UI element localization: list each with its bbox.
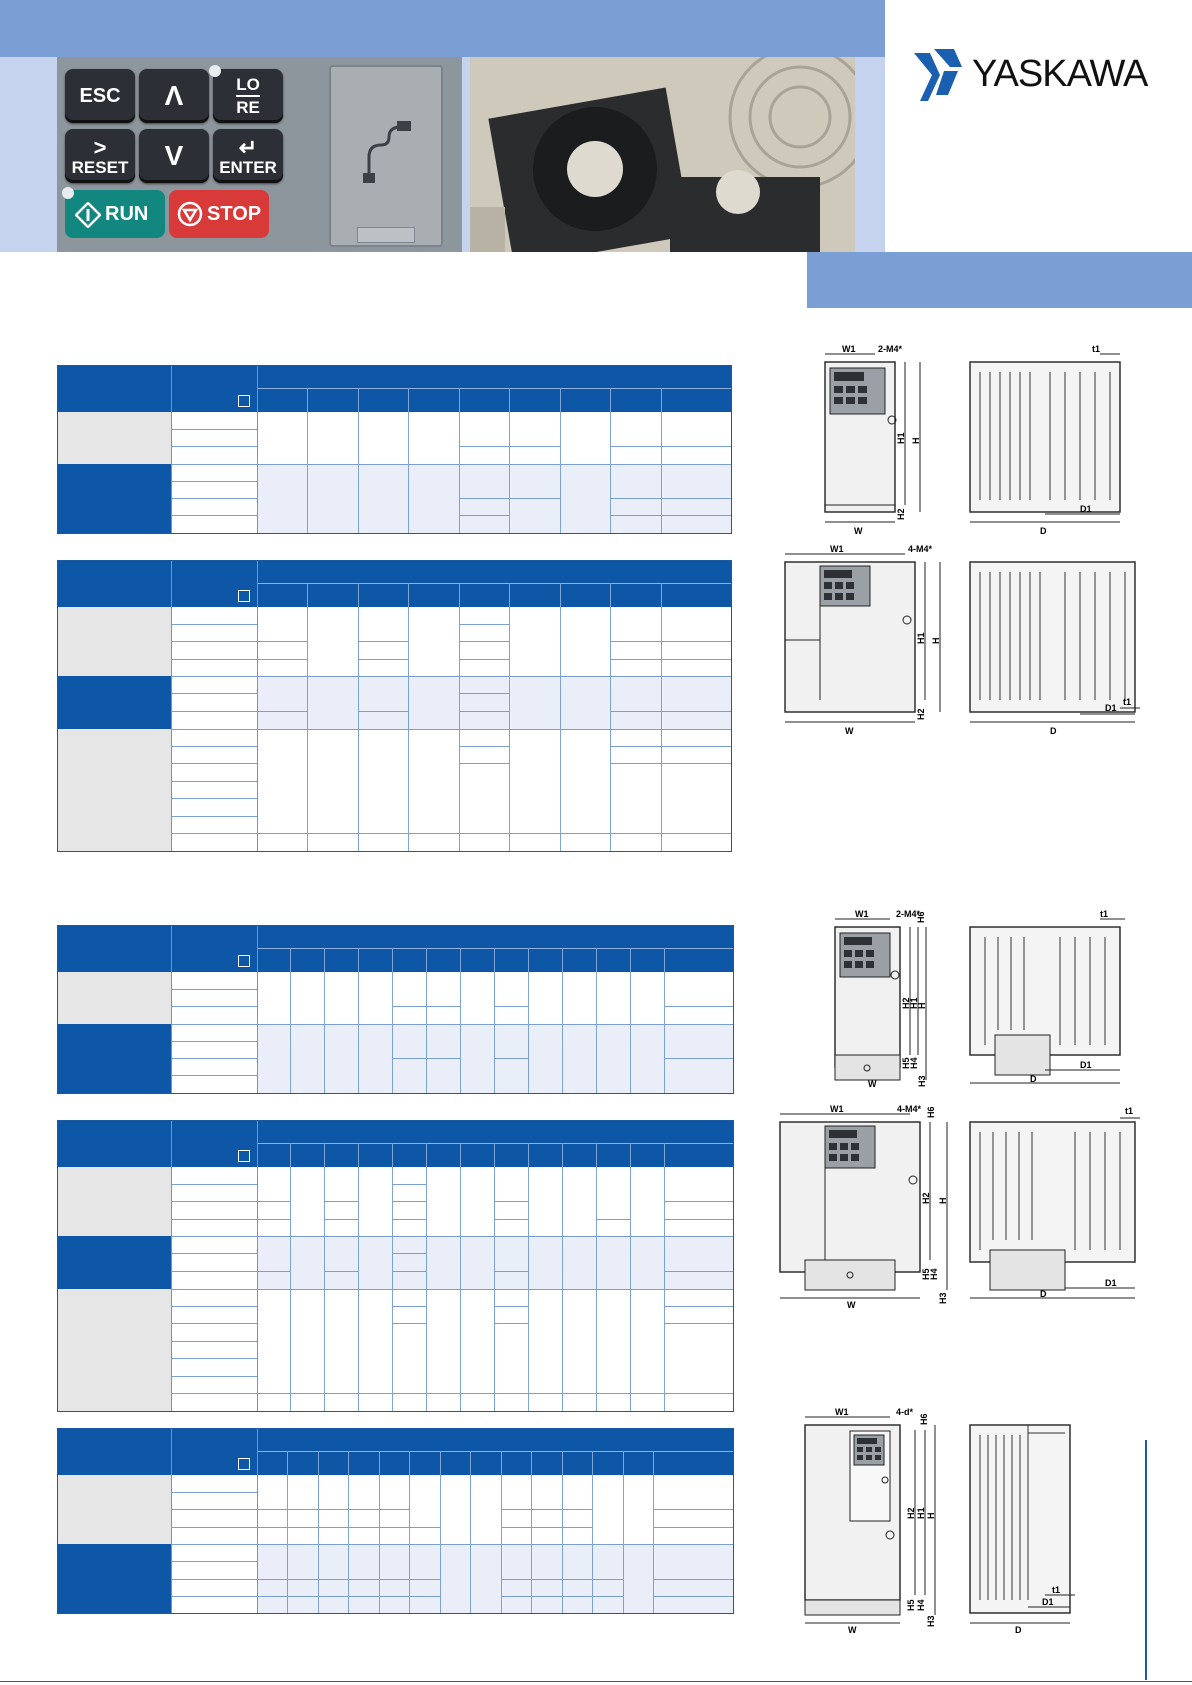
reset-key bbox=[65, 129, 135, 183]
dimension-table-4 bbox=[57, 1120, 734, 1412]
label-d1: D1 bbox=[1080, 504, 1092, 514]
table-header bbox=[58, 561, 731, 607]
label-d: D bbox=[1030, 1074, 1037, 1084]
dimension-table-2 bbox=[57, 560, 732, 852]
down-key bbox=[139, 129, 209, 183]
label-h6: H6 bbox=[916, 911, 926, 923]
re-label: RE bbox=[236, 98, 260, 117]
run-icon bbox=[75, 202, 101, 228]
group-cell bbox=[58, 676, 171, 729]
checkbox-icon bbox=[238, 1458, 250, 1470]
brand-name: YASKAWA bbox=[972, 53, 1148, 95]
label-w1: W1 bbox=[830, 1104, 844, 1114]
label-d: D bbox=[1015, 1625, 1022, 1635]
label-h2: H2 bbox=[901, 997, 911, 1009]
side-rule bbox=[1145, 1440, 1147, 1680]
label-h: H bbox=[911, 437, 921, 444]
lo-re-led bbox=[209, 65, 221, 77]
label-d: D bbox=[1050, 726, 1057, 736]
esc-key bbox=[65, 69, 135, 123]
drive-side-view bbox=[970, 362, 1120, 512]
group-cell bbox=[58, 1289, 171, 1411]
checkbox-icon bbox=[238, 590, 250, 602]
label-h4: H4 bbox=[909, 1057, 919, 1069]
label-mount: 2-M4* bbox=[878, 344, 903, 354]
reset-arrow-icon: > bbox=[93, 134, 107, 160]
table-header bbox=[58, 1121, 733, 1167]
dimension-table-5 bbox=[57, 1428, 734, 1614]
lo-label: LO bbox=[236, 76, 260, 97]
label-h2: H2 bbox=[896, 508, 906, 520]
dimension-drawing-1 bbox=[780, 340, 1180, 540]
group-cell bbox=[58, 729, 171, 851]
page-rule bbox=[0, 1681, 1192, 1682]
label-mount: 4-M4* bbox=[897, 1104, 922, 1114]
stop-icon bbox=[177, 201, 203, 227]
checkbox-icon bbox=[238, 395, 250, 407]
label-h2: H2 bbox=[916, 708, 926, 720]
label-d1: D1 bbox=[1105, 703, 1117, 713]
port-cover bbox=[329, 65, 443, 247]
stop-key bbox=[169, 190, 269, 238]
group-cell bbox=[58, 1024, 171, 1093]
port-icon bbox=[359, 117, 415, 187]
label-h6: H6 bbox=[919, 1413, 929, 1425]
group-cell bbox=[58, 1475, 171, 1544]
group-cell bbox=[58, 1544, 171, 1613]
dimension-drawing-3 bbox=[780, 905, 1180, 1090]
label-d1: D1 bbox=[1042, 1597, 1054, 1607]
fan-photo bbox=[470, 57, 855, 252]
down-key-label: V bbox=[164, 140, 184, 171]
group-cell bbox=[58, 412, 171, 464]
label-w1: W1 bbox=[830, 544, 844, 554]
group-cell bbox=[58, 1236, 171, 1289]
label-h5: H5 bbox=[901, 1057, 911, 1069]
label-t1: t1 bbox=[1052, 1585, 1061, 1595]
label-t1: t1 bbox=[1092, 344, 1101, 354]
group-cell bbox=[58, 1167, 171, 1236]
checkbox-icon bbox=[238, 955, 250, 967]
label-h: H bbox=[938, 1197, 948, 1204]
group-cell bbox=[58, 972, 171, 1024]
esc-key-label: ESC bbox=[79, 85, 121, 107]
label-w: W bbox=[854, 526, 863, 536]
dimension-table-3 bbox=[57, 925, 734, 1094]
header-band bbox=[0, 0, 885, 57]
enter-label: ENTER bbox=[219, 157, 277, 177]
cooling-fan-icon bbox=[470, 57, 855, 252]
label-h3: H3 bbox=[926, 1615, 936, 1627]
label-w1: W1 bbox=[835, 1407, 849, 1417]
label-w: W bbox=[868, 1079, 877, 1089]
up-key-label: Λ bbox=[164, 80, 184, 111]
label-d1: D1 bbox=[1080, 1060, 1092, 1070]
table-header bbox=[58, 366, 731, 412]
group-cell bbox=[58, 464, 171, 533]
dimension-table-1 bbox=[57, 365, 732, 534]
checkbox-icon bbox=[238, 1150, 250, 1162]
label-h: H bbox=[931, 637, 941, 644]
label-mount: 4-M4* bbox=[908, 544, 933, 554]
label-t1: t1 bbox=[1123, 697, 1132, 707]
label-h3: H3 bbox=[917, 1075, 927, 1087]
run-label: RUN bbox=[105, 203, 149, 225]
dimension-drawing-4 bbox=[775, 1100, 1180, 1310]
label-mount: 4-d* bbox=[896, 1407, 914, 1417]
label-h5: H5 bbox=[906, 1599, 916, 1611]
run-led bbox=[62, 187, 74, 199]
label-d1: D1 bbox=[1105, 1278, 1117, 1288]
label-h3: H3 bbox=[938, 1292, 948, 1304]
run-key bbox=[65, 190, 165, 238]
label-h: H bbox=[926, 1512, 936, 1519]
group-cell bbox=[58, 607, 171, 676]
label-h2: H2 bbox=[906, 1507, 916, 1519]
label-w: W bbox=[848, 1625, 857, 1635]
port-cover-tab bbox=[357, 227, 415, 243]
table-header bbox=[58, 1429, 733, 1475]
enter-arrow-icon: ↵ bbox=[238, 134, 258, 160]
yaskawa-logo bbox=[910, 45, 1170, 105]
dimension-drawing-2 bbox=[775, 540, 1180, 740]
label-h4: H4 bbox=[916, 1599, 926, 1611]
label-d: D bbox=[1040, 526, 1047, 536]
section-tab bbox=[807, 252, 1192, 308]
label-h4: H4 bbox=[929, 1268, 939, 1280]
label-w1: W1 bbox=[842, 344, 856, 354]
label-w: W bbox=[845, 726, 854, 736]
stop-label: STOP bbox=[207, 203, 262, 225]
label-h1: H1 bbox=[916, 632, 926, 644]
keypad-photo bbox=[57, 57, 462, 252]
enter-key bbox=[213, 129, 283, 183]
label-h1: H1 bbox=[896, 432, 906, 444]
table-header bbox=[58, 926, 733, 972]
label-w: W bbox=[847, 1300, 856, 1310]
yaskawa-logo-icon bbox=[910, 45, 970, 105]
dimension-drawing-5 bbox=[790, 1385, 1180, 1635]
label-h5: H5 bbox=[921, 1268, 931, 1280]
label-h: H bbox=[917, 1002, 927, 1009]
label-h2: H2 bbox=[921, 1192, 931, 1204]
lo-re-key bbox=[213, 69, 283, 123]
label-d: D bbox=[1040, 1289, 1047, 1299]
label-h1: H1 bbox=[916, 1507, 926, 1519]
label-w1: W1 bbox=[855, 909, 869, 919]
up-key bbox=[139, 69, 209, 123]
drive-side-view bbox=[970, 1122, 1135, 1262]
label-t1: t1 bbox=[1125, 1106, 1134, 1116]
label-t1: t1 bbox=[1100, 909, 1109, 919]
label-mount: 2-M4* bbox=[896, 909, 921, 919]
label-h6: H6 bbox=[926, 1106, 936, 1118]
reset-label: RESET bbox=[71, 157, 129, 177]
label-h1: H1 bbox=[909, 997, 919, 1009]
